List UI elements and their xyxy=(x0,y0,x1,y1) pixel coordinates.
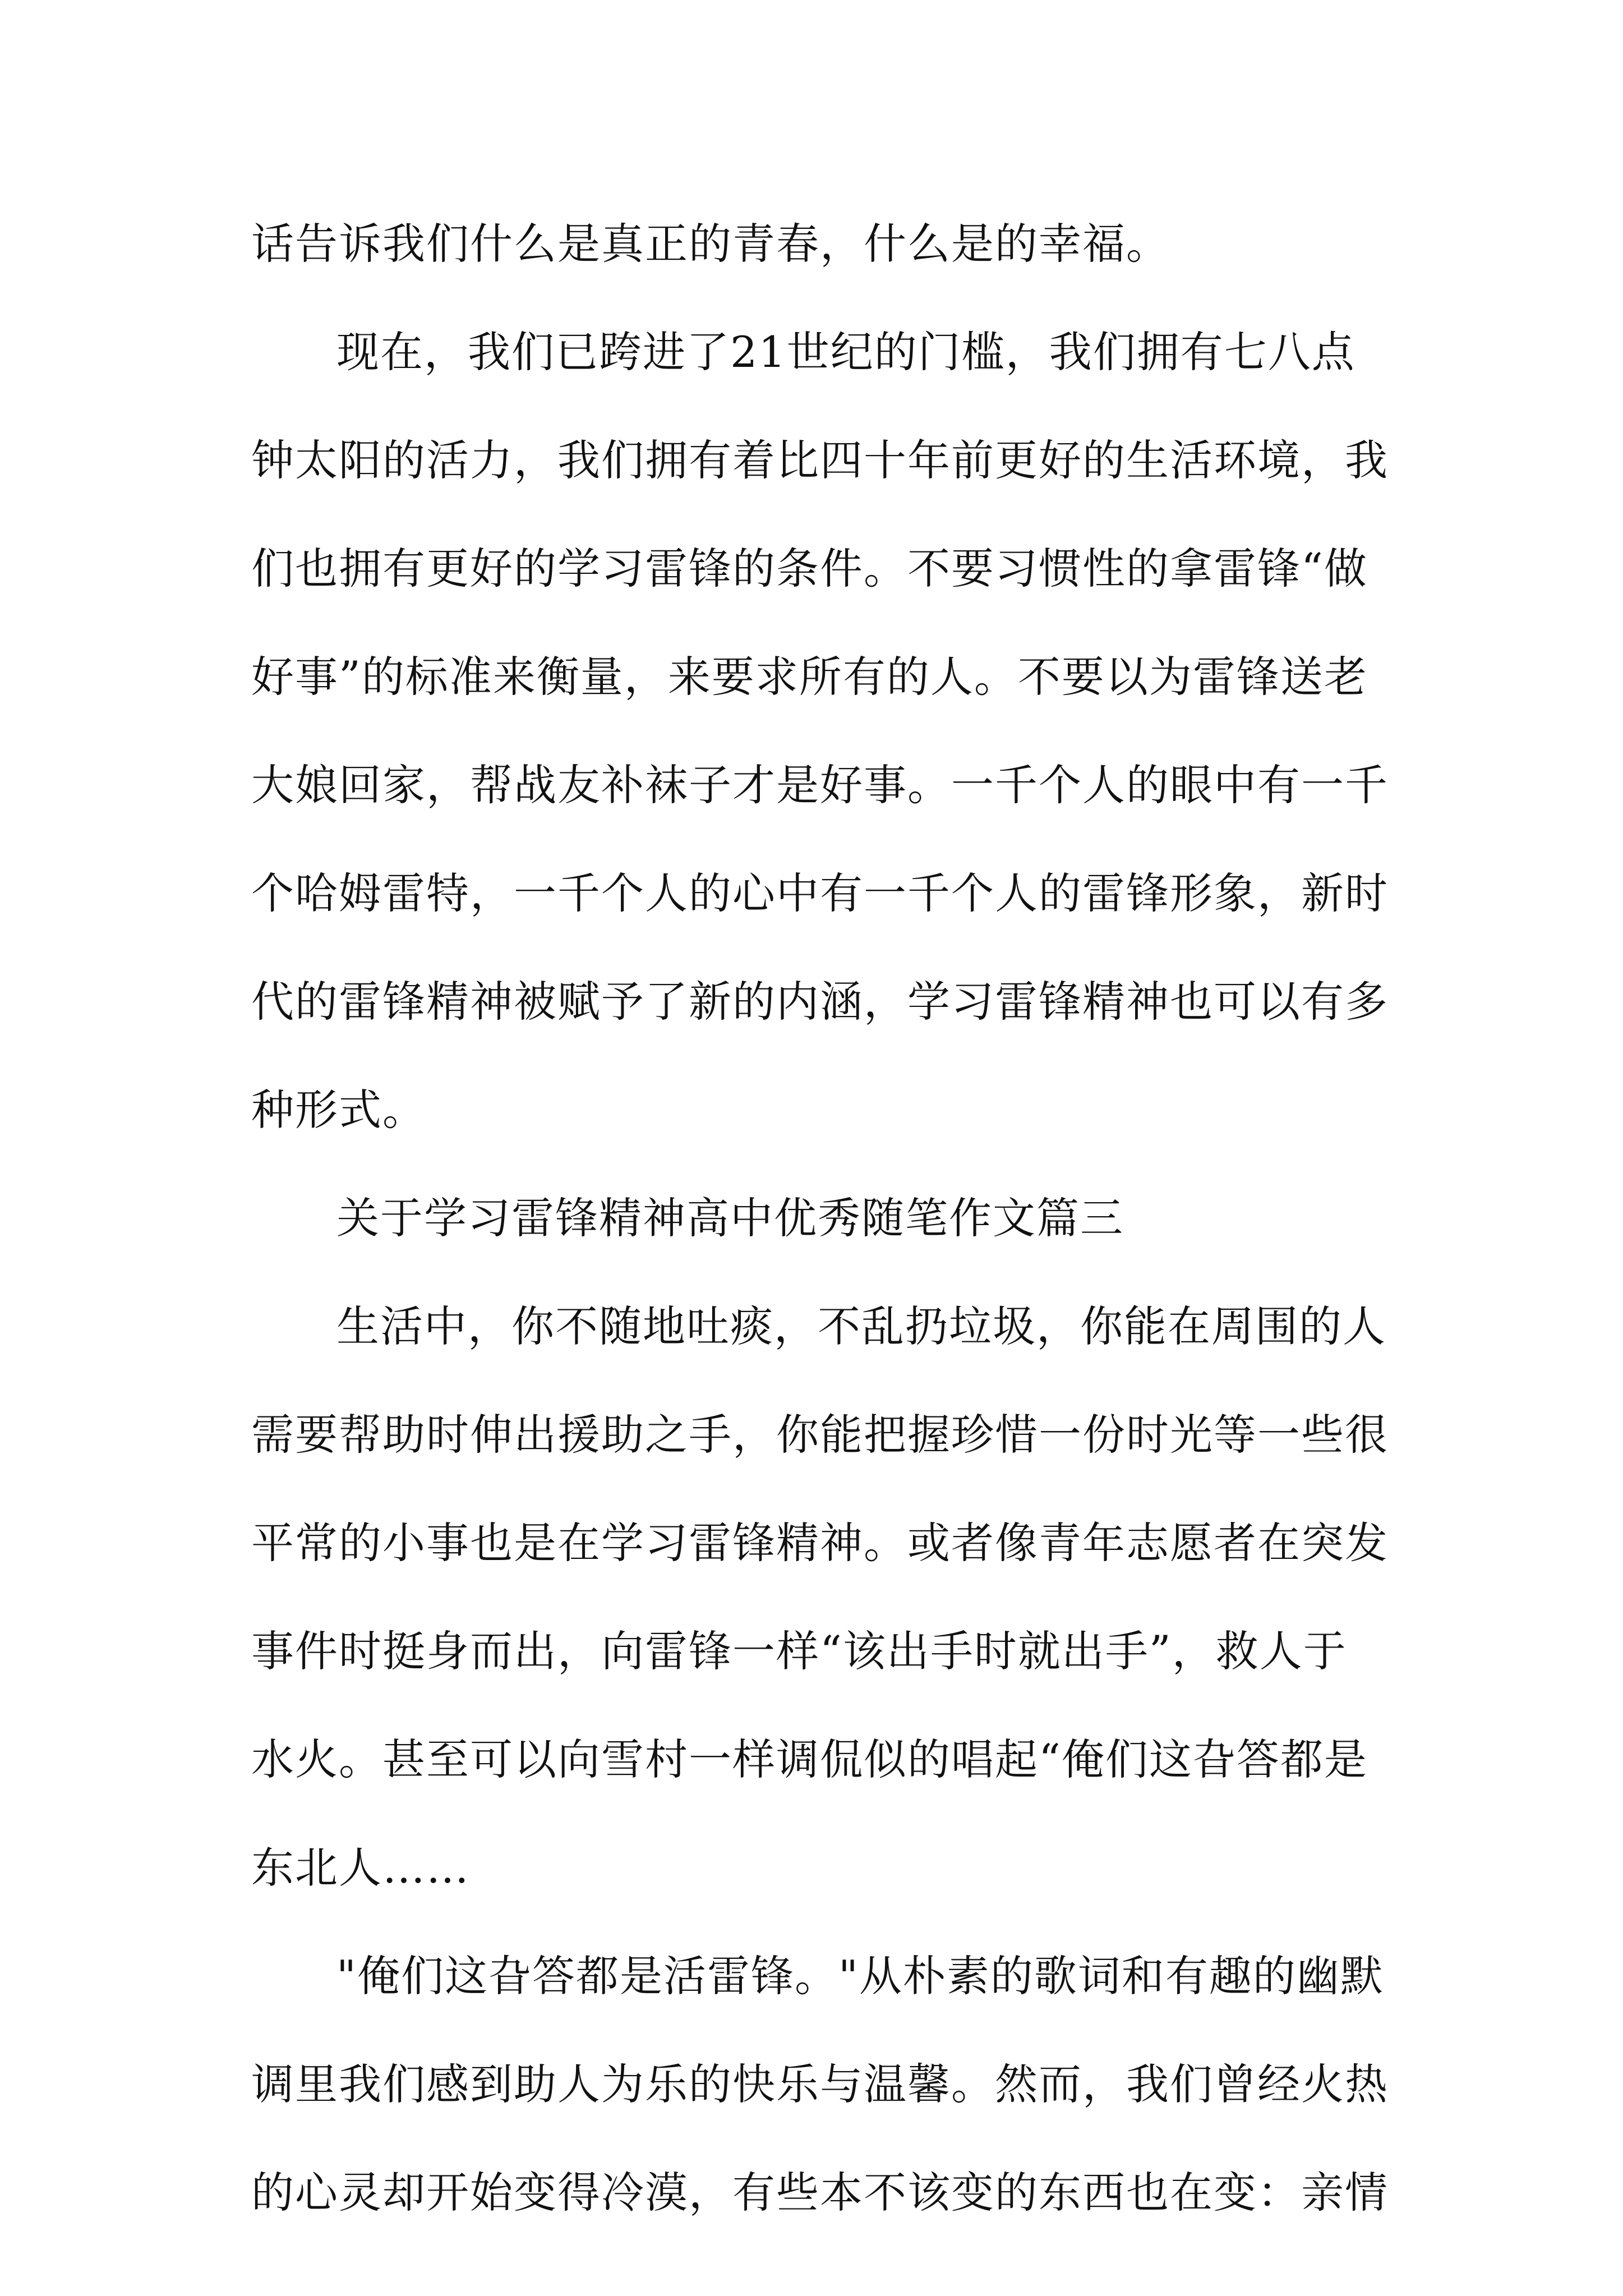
section-heading: 关于学习雷锋精神高中优秀随笔作文篇三 xyxy=(336,1193,1124,1243)
text-line: 事件时挺身而出，向雷锋一样“该出手时就出手”，救人于 xyxy=(251,1626,1347,1676)
text-line: 水火。甚至可以向雪村一样调侃似的唱起“俺们这旮答都是 xyxy=(251,1734,1368,1784)
text-line: 平常的小事也是在学习雷锋精神。或者像青年志愿者在突发 xyxy=(251,1518,1389,1568)
text-line: 的心灵却开始变得冷漠，有些本不该变的东西也在变：亲情 xyxy=(251,2168,1389,2217)
text-line: 代的雷锋精神被赋予了新的内涵，学习雷锋精神也可以有多 xyxy=(251,977,1389,1027)
text-line: 个哈姆雷特，一千个人的心中有一千个人的雷锋形象，新时 xyxy=(251,868,1389,918)
text-line: 东北人…… xyxy=(251,1843,470,1893)
text-line: 需要帮助时伸出援助之手，你能把握珍惜一份时光等一些很 xyxy=(251,1410,1389,1460)
text-line: 现在，我们已跨进了21世纪的门槛，我们拥有七八点 xyxy=(336,327,1355,377)
text-line: 调里我们感到助人为乐的快乐与温馨。然而，我们曾经火热 xyxy=(251,2059,1389,2109)
text-line: 好事”的标准来衡量，来要求所有的人。不要以为雷锋送老 xyxy=(251,652,1368,702)
text-line: 们也拥有更好的学习雷锋的条件。不要习惯性的拿雷锋“做 xyxy=(251,544,1368,593)
text-line: 大娘回家，帮战友补袜子才是好事。一千个人的眼中有一千 xyxy=(251,760,1389,810)
text-line: 种形式。 xyxy=(251,1085,426,1135)
text-line: 钟太阳的活力，我们拥有着比四十年前更好的生活环境，我 xyxy=(251,435,1389,485)
text-line: "俺们这旮答都是活雷锋。"从朴素的歌词和有趣的幽默 xyxy=(336,1951,1384,2001)
text-line: 话告诉我们什么是真正的青春，什么是的幸福。 xyxy=(251,219,1170,269)
text-line: 生活中，你不随地吐痰，不乱扔垃圾，你能在周围的人 xyxy=(336,1301,1386,1351)
